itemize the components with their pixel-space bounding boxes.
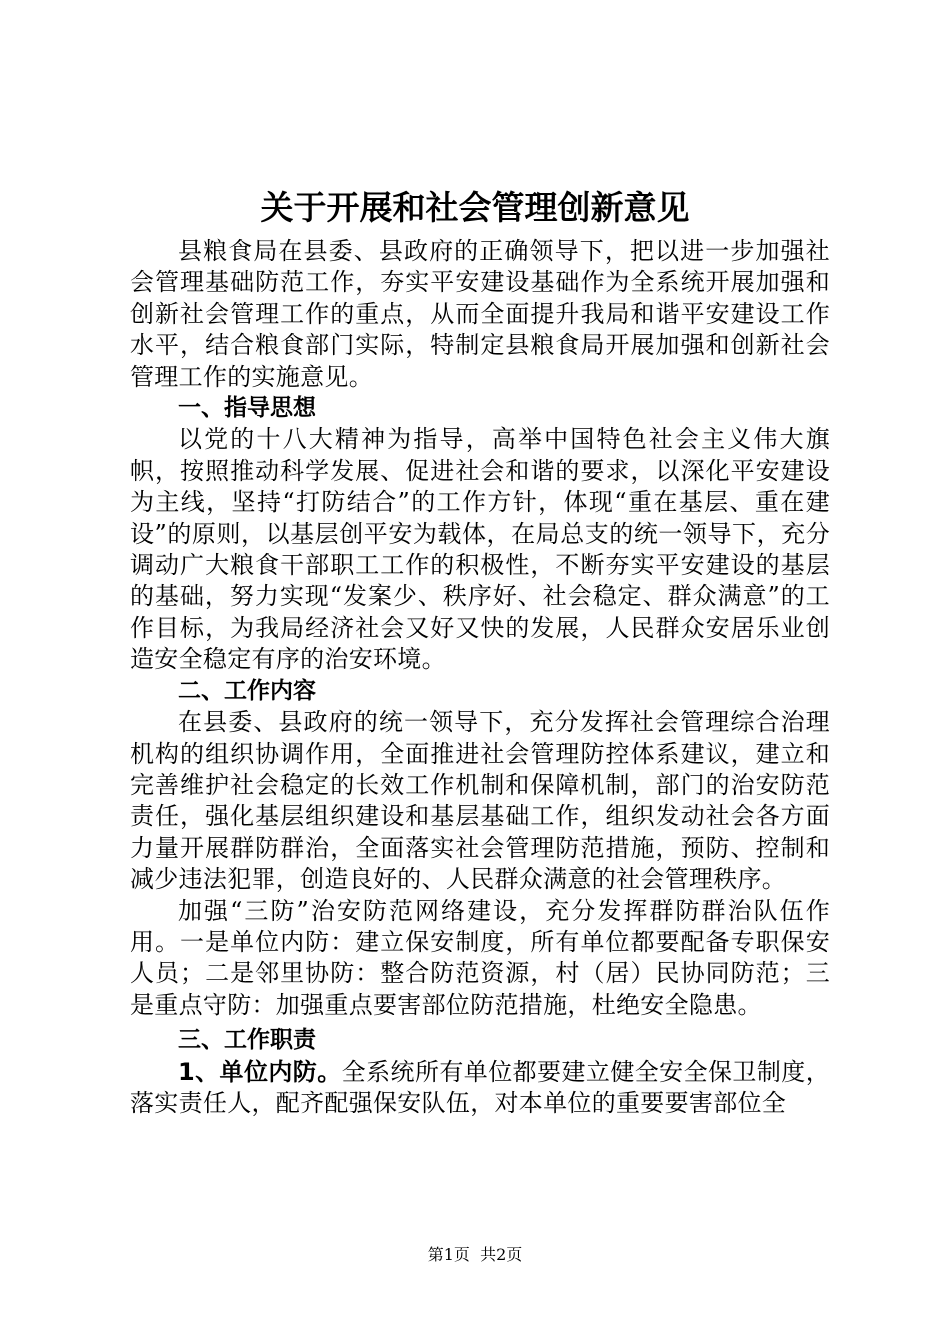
- document-body: [130, 236, 830, 1119]
- section-heading-work-content: 二、工作内容: [178, 677, 316, 704]
- intro-paragraph: 县粮食局在县委、县政府的正确领导下，把以进一步加强社会管理基础防范工作，夯实平安建设基础作为全系统开展加强和创新社会管理工作的重点，从而全面提升我局和谐平安建设工作水平，结合粮食部门实际，特制定县粮食局开展加强和创新社会管理工作的实施意见。: [130, 237, 830, 391]
- page-total: 共2页: [480, 1245, 523, 1264]
- item-lead: 1、单位内防。: [178, 1057, 342, 1086]
- section-heading-guiding-ideology: 一、指导思想: [178, 395, 316, 422]
- document-title: 关于开展和社会管理创新意见: [260, 188, 690, 227]
- section-heading-responsibilities: 三、工作职责: [178, 1027, 316, 1054]
- item-text: 全系统所有单位都要建立健全安全保卫制度，落实责任人，配齐配强保安队伍，对本单位的重要要害部位全: [130, 1057, 830, 1117]
- section-guiding-ideology-paragraph: 以党的十八大精神为指导，高举中国特色社会主义伟大旗帜，按照推动科学发展、促进社会和谐的要求，以深化平安建设为主线，坚持“打防结合”的工作方针，体现“重在基层、重在建设”的原则，以基层创平安为载体，在局总支的统一领导下，充分调动广大粮食干部职工工作的积极性，不断夯实平安建设的基层的基础，努力实现“发案少、秩序好、社会稳定、群众满意”的工作目标，为我局经济社会又好又快的发展，人民群众安居乐业创造安全稳定有序的治安环境。: [130, 425, 830, 674]
- section-work-content-paragraph-2: 加强“三防”治安防范网络建设，充分发挥群防群治队伍作用。一是单位内防：建立保安制度，所有单位都要配备专职保安人员；二是邻里协防：整合防范资源，村（居）民协同防范；三是重点守防：加强重点要害部位防范措施，杜绝安全隐患。: [130, 896, 830, 1019]
- page-footer: [0, 1244, 950, 1266]
- section-responsibilities-paragraph-1: [130, 1057, 830, 1120]
- section-work-content-paragraph-1: 在县委、县政府的统一领导下，充分发挥社会管理综合治理机构的组织协调作用，全面推进社会管理防控体系建议，建立和完善维护社会稳定的长效工作机制和保障机制，部门的治安防范责任，强化基层组织建设和基层基础工作，组织发动社会各方面力量开展群防群治，全面落实社会管理防范措施，预防、控制和减少违法犯罪，创造良好的、人民群众满意的社会管理秩序。: [130, 708, 830, 894]
- page-number: 第1页: [427, 1245, 470, 1264]
